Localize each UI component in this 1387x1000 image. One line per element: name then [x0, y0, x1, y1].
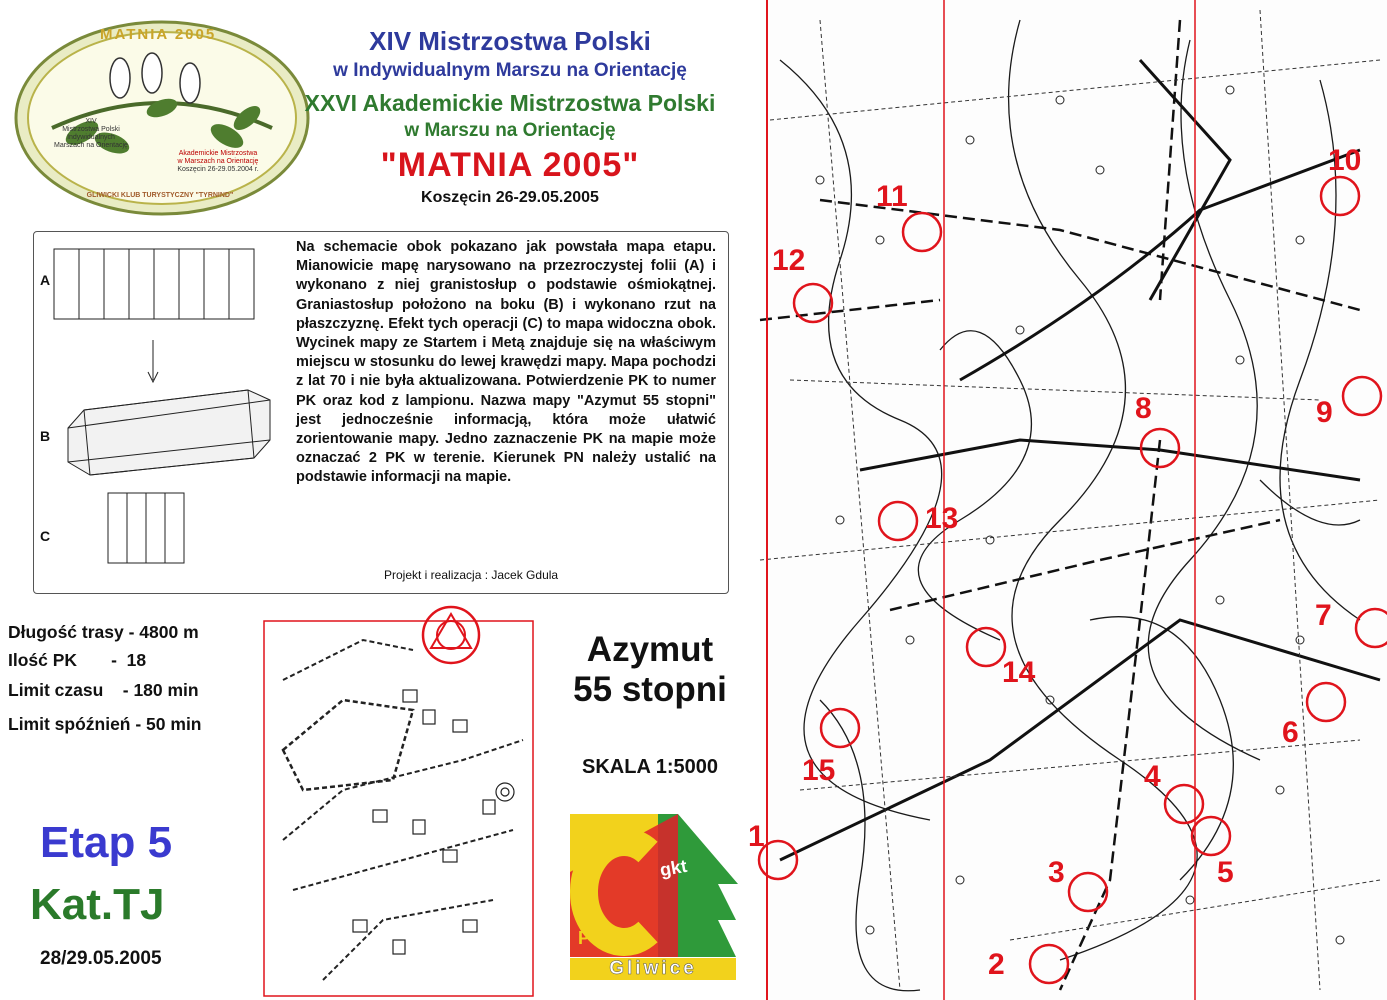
control-count: Ilość PK - 18	[8, 650, 147, 670]
control-number-2: 2	[988, 948, 1005, 981]
diagram-label-c: C	[40, 528, 51, 544]
start-finish-inset-map	[263, 620, 535, 998]
map-border	[766, 0, 768, 1000]
logo-inner-text: XIV Mistrzostwa Polski Indywidualnych Marszach na Orientację	[54, 118, 128, 149]
club-logo	[568, 812, 740, 982]
control-number-9: 9	[1316, 396, 1333, 429]
event-name: "MATNIA 2005"	[380, 146, 640, 184]
category-title: Kat.TJ	[30, 880, 165, 929]
control-number-11: 11	[876, 180, 908, 213]
control-number-15: 15	[802, 754, 836, 787]
control-number-7: 7	[1315, 599, 1332, 632]
event-place-date: Koszęcin 26-29.05.2005	[421, 189, 599, 206]
stage-date: 28/29.05.2005	[40, 948, 162, 969]
orienteering-map	[748, 0, 1387, 1000]
control-number-14: 14	[1002, 656, 1036, 689]
map-scale: SKALA 1:5000	[582, 756, 718, 778]
control-number-4: 4	[1144, 760, 1161, 793]
title-line-3: XXVI Akademickie Mistrzostwa Polski	[304, 90, 716, 116]
diagram-label-a: A	[40, 272, 51, 288]
logo-inner-text-2: Akademickie Mistrzostwa w Marszach na Orientację Koszęcin 26-29.05.2004 r.	[177, 150, 259, 173]
club-logo-city: Gliwice	[609, 958, 697, 979]
title-line-1: XIV Mistrzostwa Polski	[369, 26, 651, 56]
control-number-12: 12	[772, 244, 806, 277]
time-limit: Limit czasu - 180 min	[8, 680, 199, 700]
club-logo-letters: gkt	[658, 855, 689, 881]
control-number-3: 3	[1048, 856, 1065, 889]
control-number-13: 13	[925, 502, 959, 535]
late-limit: Limit spóźnień - 50 min	[8, 714, 202, 734]
stage-title: Etap 5	[40, 818, 173, 867]
credit-text: Projekt i realizacja : Jacek Gdula	[384, 568, 559, 582]
prism-diagram	[38, 240, 288, 580]
map-name: Azymut 55 stopni	[573, 630, 727, 709]
control-number-8: 8	[1135, 392, 1152, 425]
explanation-text: Na schemacie obok pokazano jak powstała mapa etapu. Mianowicie mapę narysowano na przezroczystej folii (A) i wykonano z niej granistosłup o podstawie ośmiokątnej. Graniastosłup położono na boku (B) i wykonano rzut na płaszczyznę. Efekt tych operacji (C) to mapa widoczna obok. Wycinek mapy ze Startem i Metą znajduje się na właściwym miejscu w stosunku do lewej krawędzi mapy. Mapa pochodzi z lat 70 i nie była aktualizowana. Potwierdzenie PK to numer PK oraz kod z lampionu. Nazwa mapy "Azymut 55 stopni" jest jednocześnie informacją, która może ułatwić zorientowanie mapy. Jedno zaznaczenie PK na mapie może oznaczać 2 PK w terenie. Kierunek PN należy ustalić na podstawie informacji na mapie.	[296, 239, 716, 486]
control-number-5: 5	[1217, 856, 1234, 889]
logo-bottom-text: GLIWICKI KLUB TURYSTYCZNY "TYRNIND"	[86, 192, 234, 199]
title-line-2: w Indywidualnym Marszu na Orientację	[333, 60, 687, 81]
club-logo-pttk: PTTK	[578, 928, 641, 948]
logo-ring-text: MATNIA 2005	[100, 26, 217, 43]
title-line-4: w Marszu na Orientację	[404, 120, 616, 141]
control-number-10: 10	[1328, 144, 1362, 177]
control-number-6: 6	[1282, 716, 1299, 749]
control-number-1: 1	[748, 820, 765, 853]
course-length: Długość trasy - 4800 m	[8, 622, 199, 642]
diagram-label-b: B	[40, 428, 51, 444]
